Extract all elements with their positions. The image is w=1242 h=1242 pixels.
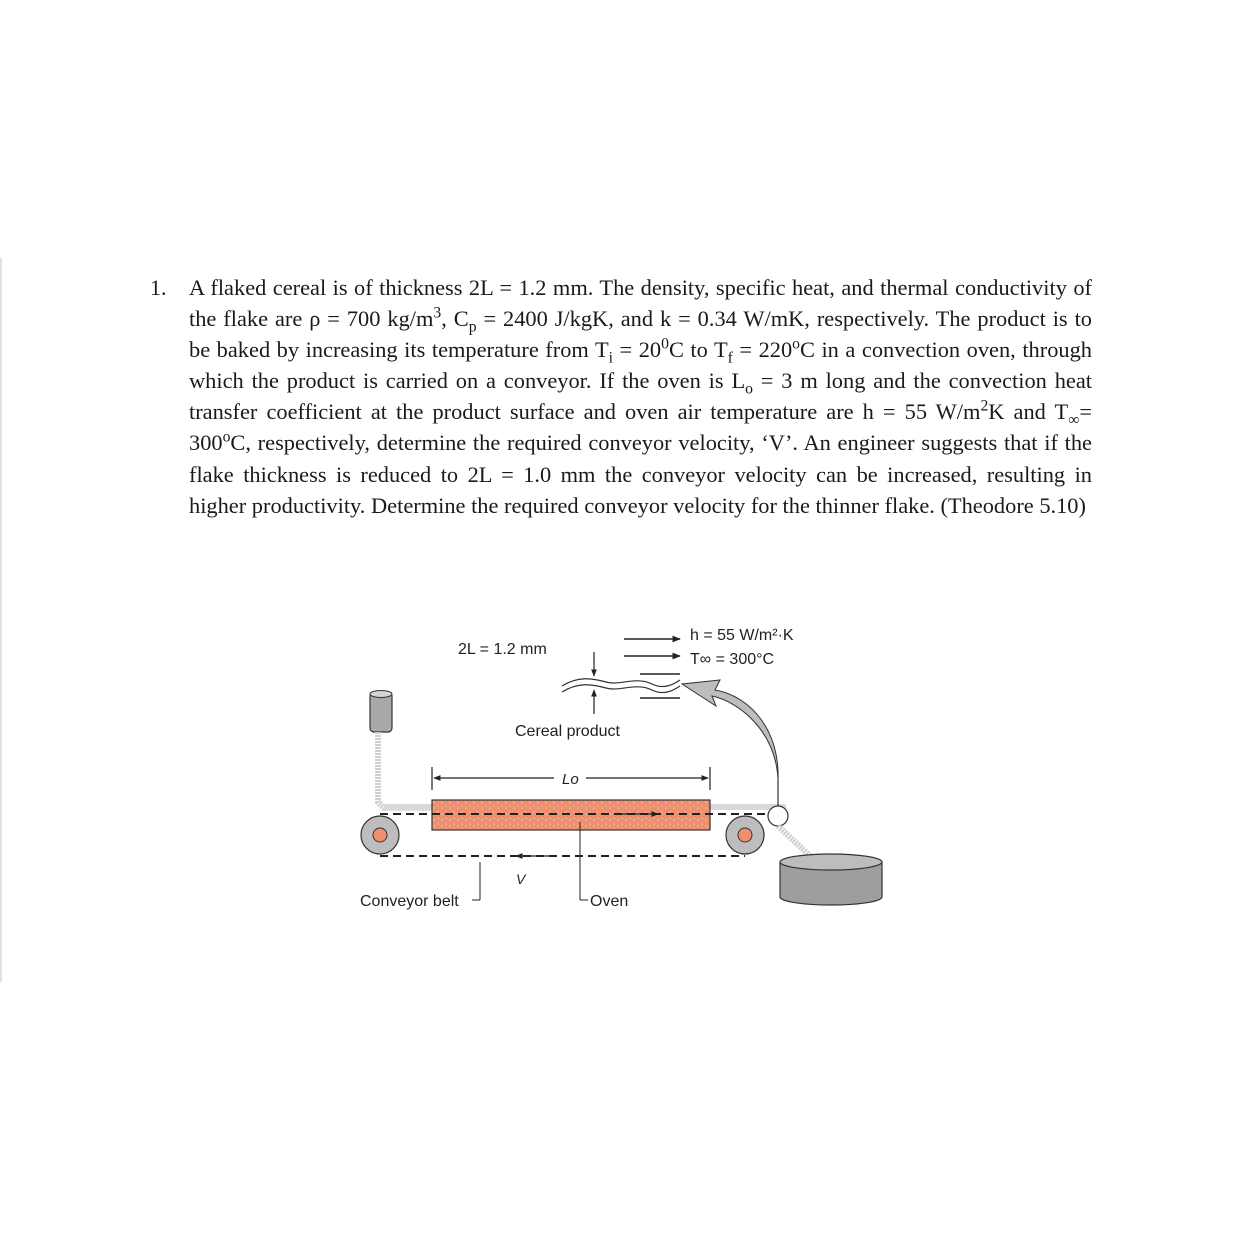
flake-bottom-edge [562, 685, 680, 693]
problem-text-segment: = 2400 J/kgK, and k = 0.34 W/mK, respectively. The product is to be baked by increasing its temperature from T [189, 306, 1092, 363]
belt-label: Conveyor belt [360, 893, 459, 910]
problem-text-segment: , C [441, 306, 469, 332]
problem-statement [189, 272, 1092, 521]
right-roller-hub [738, 828, 752, 842]
problem-text-segment: C, respectively, determine the required conveyor velocity, ‘V’. An engineer suggests that if the flake thickness is reduced to 2L = 1.0 mm the conveyor velocity can be increased, resulting in higher productivity. Determine the required conveyor velocity for the thinner flake. (Theodore 5.10) [189, 430, 1092, 518]
problem-text-segment: C in a convection oven, through which the product is carried on a conveyor. If the oven is L [189, 337, 1092, 394]
tinf-label: T∞ = 300°C [690, 651, 775, 668]
falling-flakes [378, 732, 432, 808]
discharge-roller [768, 806, 788, 826]
discharge-flakes [778, 826, 810, 856]
h-label: h = 55 W/m²·K [690, 627, 794, 644]
problem-text-segment: f [727, 349, 733, 367]
problem-text-segment: = 220 [732, 337, 793, 363]
problem-text-segment: o [222, 429, 231, 446]
problem-text-segment: 2 [980, 397, 989, 415]
problem-text-segment: i [608, 349, 613, 367]
oven-label: Oven [590, 893, 629, 910]
problem-text-segment: = 20 [613, 337, 662, 363]
problem-text-segment: ∞ [1068, 411, 1080, 429]
problem-number: 1. [150, 275, 167, 300]
conveyor-oven-diagram [340, 612, 900, 922]
page-left-rule [0, 258, 2, 982]
problem-text-segment: = 3 m long and the convection heat transfer coefficient at the product surface and oven air temperature are h = 55 W/m [189, 368, 1092, 425]
problem-text-segment: o [792, 335, 800, 353]
problem-text-segment: 0 [661, 335, 669, 353]
problem-1 [150, 272, 1092, 521]
left-roller-hub [373, 828, 387, 842]
problem-text-segment: p [468, 318, 477, 336]
problem-text-segment: C to T [668, 337, 728, 363]
length-label: Lo [562, 771, 579, 788]
feed-hopper-top [370, 691, 392, 698]
cereal-label: Cereal product [515, 723, 620, 740]
problem-text-segment: o [745, 380, 753, 398]
problem-text-segment: K and T [988, 399, 1069, 425]
velocity-label: V [516, 871, 526, 887]
problem-text-segment: 3 [433, 304, 442, 322]
collection-drum-top [780, 854, 882, 870]
thickness-label: 2L = 1.2 mm [458, 641, 547, 658]
problem-text-segment: = 300 [189, 399, 1092, 456]
callout-arrow [682, 680, 778, 780]
problem-text-segment: A flaked cereal is of thickness 2L = 1.2 mm. The density, specific heat, and thermal conductivity of the flake are ρ = 700 kg/m [189, 275, 1092, 332]
